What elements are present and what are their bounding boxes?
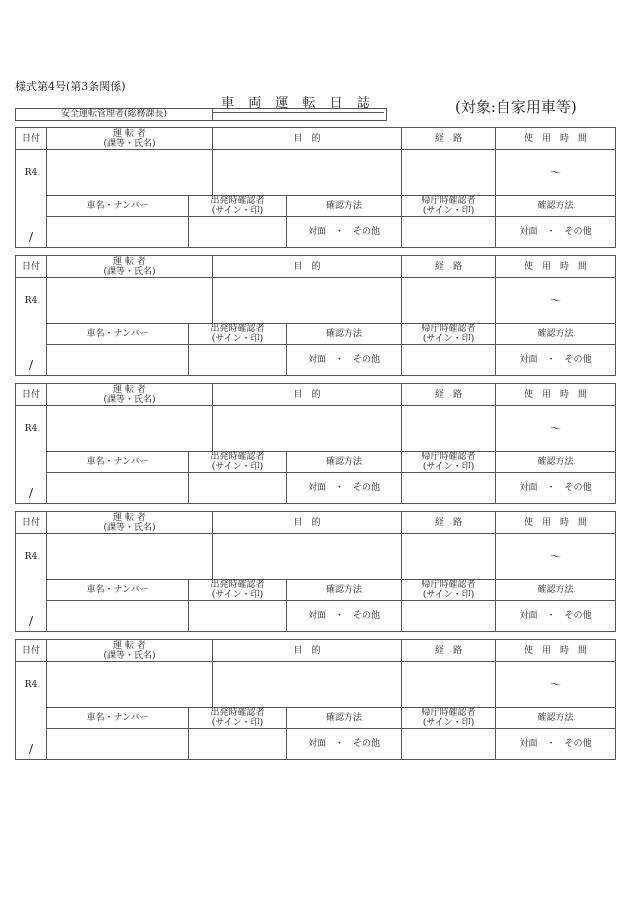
purpose-header: 目 的 bbox=[213, 256, 402, 278]
car-field[interactable] bbox=[47, 601, 189, 632]
car-field[interactable] bbox=[47, 217, 189, 248]
route-field[interactable] bbox=[402, 534, 496, 580]
depart-method-header: 確認方法 bbox=[287, 580, 402, 601]
return-method-header: 確認方法 bbox=[496, 580, 616, 601]
date-header: 日付 bbox=[16, 512, 47, 534]
date-cell[interactable] bbox=[16, 278, 47, 376]
driver-header: 運 転 者 (課等・氏名) bbox=[47, 256, 213, 278]
depart-confirmer-field[interactable] bbox=[189, 473, 287, 504]
date-slash: / bbox=[28, 486, 34, 500]
date-slash: / bbox=[28, 358, 34, 372]
date-header: 日付 bbox=[16, 256, 47, 278]
usage-time-header: 使 用 時 間 bbox=[496, 256, 616, 278]
return-method-options[interactable]: 対面 ・ その他 bbox=[496, 473, 616, 504]
depart-confirmer-header: 出発時確認者 (サイン・印) bbox=[189, 580, 287, 601]
car-field[interactable] bbox=[47, 729, 189, 760]
driver-field[interactable] bbox=[47, 534, 213, 580]
date-prefix: R4 bbox=[24, 552, 38, 562]
car-header: 車名・ナンバー bbox=[47, 452, 189, 473]
usage-time-header: 使 用 時 間 bbox=[496, 640, 616, 662]
date-slash: / bbox=[28, 614, 34, 628]
driver-field[interactable] bbox=[47, 662, 213, 708]
purpose-field[interactable] bbox=[213, 662, 402, 708]
usage-time-field[interactable]: ～ bbox=[496, 278, 616, 324]
purpose-header: 目 的 bbox=[213, 128, 402, 150]
return-confirmer-header: 帰庁時確認者 (サイン・印) bbox=[402, 580, 496, 601]
car-field[interactable] bbox=[47, 473, 189, 504]
car-header: 車名・ナンバー bbox=[47, 708, 189, 729]
log-table bbox=[15, 639, 616, 760]
purpose-header: 目 的 bbox=[213, 512, 402, 534]
date-cell[interactable] bbox=[16, 534, 47, 632]
car-field[interactable] bbox=[47, 345, 189, 376]
depart-method-header: 確認方法 bbox=[287, 452, 402, 473]
log-entry bbox=[15, 383, 615, 504]
purpose-header: 目 的 bbox=[213, 640, 402, 662]
return-confirmer-field[interactable] bbox=[402, 473, 496, 504]
depart-confirmer-field[interactable] bbox=[189, 729, 287, 760]
date-prefix: R4 bbox=[24, 424, 38, 434]
date-prefix: R4 bbox=[24, 296, 38, 306]
depart-method-options[interactable]: 対面 ・ その他 bbox=[287, 729, 402, 760]
depart-confirmer-header: 出発時確認者 (サイン・印) bbox=[189, 196, 287, 217]
car-header: 車名・ナンバー bbox=[47, 580, 189, 601]
depart-confirmer-field[interactable] bbox=[189, 217, 287, 248]
depart-method-options[interactable]: 対面 ・ その他 bbox=[287, 217, 402, 248]
manager-row bbox=[15, 108, 387, 121]
route-header: 経 路 bbox=[402, 512, 496, 534]
manager-label: 安全運転管理者(総務課長) bbox=[16, 109, 213, 120]
return-method-options[interactable]: 対面 ・ その他 bbox=[496, 729, 616, 760]
route-header: 経 路 bbox=[402, 256, 496, 278]
depart-method-header: 確認方法 bbox=[287, 196, 402, 217]
return-method-header: 確認方法 bbox=[496, 708, 616, 729]
date-slash: / bbox=[28, 230, 34, 244]
usage-time-field[interactable]: ～ bbox=[496, 150, 616, 196]
driver-field[interactable] bbox=[47, 406, 213, 452]
usage-time-header: 使 用 時 間 bbox=[496, 512, 616, 534]
depart-method-header: 確認方法 bbox=[287, 324, 402, 345]
return-method-header: 確認方法 bbox=[496, 196, 616, 217]
return-method-options[interactable]: 対面 ・ その他 bbox=[496, 601, 616, 632]
driver-field[interactable] bbox=[47, 278, 213, 324]
log-entries bbox=[15, 127, 615, 767]
route-field[interactable] bbox=[402, 278, 496, 324]
return-confirmer-field[interactable] bbox=[402, 729, 496, 760]
usage-time-header: 使 用 時 間 bbox=[496, 384, 616, 406]
return-confirmer-field[interactable] bbox=[402, 601, 496, 632]
depart-method-header: 確認方法 bbox=[287, 708, 402, 729]
depart-method-options[interactable]: 対面 ・ その他 bbox=[287, 473, 402, 504]
return-confirmer-header: 帰庁時確認者 (サイン・印) bbox=[402, 324, 496, 345]
route-field[interactable] bbox=[402, 406, 496, 452]
depart-confirmer-header: 出発時確認者 (サイン・印) bbox=[189, 324, 287, 345]
depart-method-options[interactable]: 対面 ・ その他 bbox=[287, 345, 402, 376]
driver-header: 運 転 者 (課等・氏名) bbox=[47, 128, 213, 150]
log-table bbox=[15, 511, 616, 632]
log-table bbox=[15, 255, 616, 376]
usage-time-header: 使 用 時 間 bbox=[496, 128, 616, 150]
log-table bbox=[15, 127, 616, 248]
return-method-header: 確認方法 bbox=[496, 452, 616, 473]
return-confirmer-field[interactable] bbox=[402, 345, 496, 376]
target-label: (対象:自家用車等) bbox=[455, 98, 577, 116]
return-method-options[interactable]: 対面 ・ その他 bbox=[496, 217, 616, 248]
date-header: 日付 bbox=[16, 128, 47, 150]
depart-method-options[interactable]: 対面 ・ その他 bbox=[287, 601, 402, 632]
log-entry bbox=[15, 639, 615, 760]
return-method-options[interactable]: 対面 ・ その他 bbox=[496, 345, 616, 376]
purpose-field[interactable] bbox=[213, 406, 402, 452]
date-prefix: R4 bbox=[24, 168, 38, 178]
route-header: 経 路 bbox=[402, 384, 496, 406]
depart-confirmer-header: 出発時確認者 (サイン・印) bbox=[189, 452, 287, 473]
purpose-field[interactable] bbox=[213, 534, 402, 580]
return-confirmer-header: 帰庁時確認者 (サイン・印) bbox=[402, 196, 496, 217]
car-header: 車名・ナンバー bbox=[47, 324, 189, 345]
depart-confirmer-field[interactable] bbox=[189, 345, 287, 376]
date-header: 日付 bbox=[16, 384, 47, 406]
page-title: 車 両 運 転 日 誌 bbox=[212, 92, 384, 113]
log-table bbox=[15, 383, 616, 504]
date-slash: / bbox=[28, 742, 34, 756]
log-entry bbox=[15, 255, 615, 376]
depart-confirmer-header: 出発時確認者 (サイン・印) bbox=[189, 708, 287, 729]
route-header: 経 路 bbox=[402, 128, 496, 150]
driver-field[interactable] bbox=[47, 150, 213, 196]
depart-confirmer-field[interactable] bbox=[189, 601, 287, 632]
log-entry bbox=[15, 511, 615, 632]
route-field[interactable] bbox=[402, 150, 496, 196]
date-header: 日付 bbox=[16, 640, 47, 662]
purpose-field[interactable] bbox=[213, 150, 402, 196]
purpose-field[interactable] bbox=[213, 278, 402, 324]
date-cell[interactable] bbox=[16, 406, 47, 504]
return-confirmer-header: 帰庁時確認者 (サイン・印) bbox=[402, 708, 496, 729]
date-prefix: R4 bbox=[24, 680, 38, 690]
car-header: 車名・ナンバー bbox=[47, 196, 189, 217]
usage-time-field[interactable]: ～ bbox=[496, 662, 616, 708]
purpose-header: 目 的 bbox=[213, 384, 402, 406]
log-entry bbox=[15, 127, 615, 248]
form-number: 様式第4号(第3条関係) bbox=[15, 80, 126, 93]
usage-time-field[interactable]: ～ bbox=[496, 406, 616, 452]
route-header: 経 路 bbox=[402, 640, 496, 662]
driver-header: 運 転 者 (課等・氏名) bbox=[47, 640, 213, 662]
usage-time-field[interactable]: ～ bbox=[496, 534, 616, 580]
date-cell[interactable] bbox=[16, 662, 47, 760]
return-confirmer-header: 帰庁時確認者 (サイン・印) bbox=[402, 452, 496, 473]
return-confirmer-field[interactable] bbox=[402, 217, 496, 248]
return-method-header: 確認方法 bbox=[496, 324, 616, 345]
driver-header: 運 転 者 (課等・氏名) bbox=[47, 512, 213, 534]
route-field[interactable] bbox=[402, 662, 496, 708]
driver-header: 運 転 者 (課等・氏名) bbox=[47, 384, 213, 406]
date-cell[interactable] bbox=[16, 150, 47, 248]
